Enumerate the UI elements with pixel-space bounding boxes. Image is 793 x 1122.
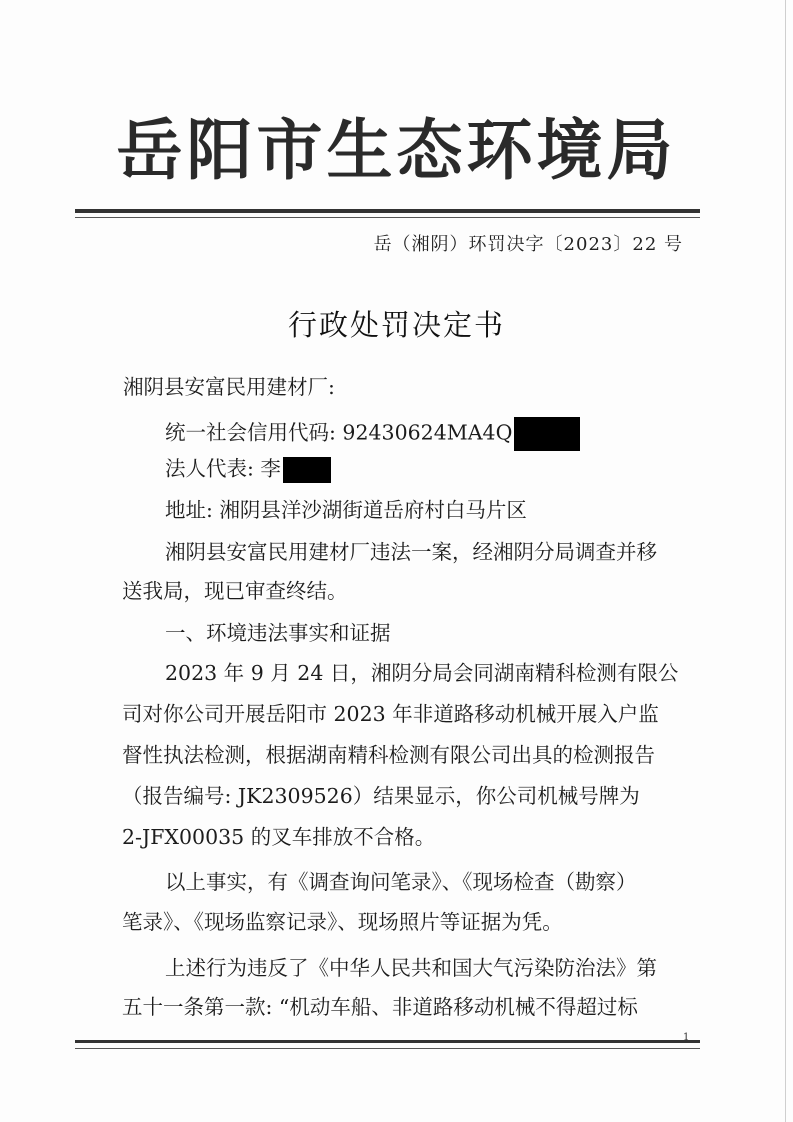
paragraph-line: 笔录》、《现场监察记录》、现场照片等证据为凭。 xyxy=(122,910,563,934)
legal-rep-text: 法人代表: 李 xyxy=(165,456,281,481)
intro-line-2: 送我局，现已审查终结。 xyxy=(122,579,348,603)
intro-line-1: 湘阴县安富民用建材厂违法一案，经湘阴分局调查并移 xyxy=(165,540,657,564)
footer-rule-thick xyxy=(75,1040,700,1043)
page-number: 1 xyxy=(683,1032,690,1043)
paragraph-line: 以上事实，有《调查询问笔录》、《现场检查（勘察） xyxy=(165,870,637,894)
document-number: 岳（湘阴）环罚决字〔2023〕22 号 xyxy=(373,234,683,255)
recipient-name: 湘阴县安富民用建材厂: xyxy=(123,375,335,399)
paragraph-line: 2023 年 9 月 24 日，湘阴分局会同湖南精科检测有限公 xyxy=(165,661,679,685)
document-title: 行政处罚决定书 xyxy=(287,308,505,342)
footer-rule-thin xyxy=(75,1048,700,1049)
section-heading: 一、环境违法事实和证据 xyxy=(165,621,391,645)
credit-code-text: 统一社会信用代码: 92430624MA4Q xyxy=(165,420,513,445)
header-rule-thin xyxy=(75,217,700,218)
legal-rep-line xyxy=(165,457,331,483)
address-line: 地址: 湘阴县洋沙湖街道岳府村白马片区 xyxy=(165,498,527,522)
paragraph-line: 上述行为违反了《中华人民共和国大气污染防治法》第 xyxy=(165,956,657,980)
credit-code-line xyxy=(165,417,580,451)
paragraph-line: 五十一条第一款: “机动车船、非道路移动机械不得超过标 xyxy=(122,995,638,1019)
paragraph-line: （报告编号: JK2309526）结果显示，你公司机械号牌为 xyxy=(122,784,640,808)
agency-header: 岳阳市生态环境局 xyxy=(116,112,677,189)
paragraph-line: 2-JFX00035 的叉车排放不合格。 xyxy=(122,825,436,849)
scan-edge xyxy=(785,0,786,1122)
paragraph-line: 司对你公司开展岳阳市 2023 年非道路移动机械开展入户监 xyxy=(122,702,659,726)
redaction-block xyxy=(514,417,580,451)
header-rule-thick xyxy=(75,209,700,213)
paragraph-line: 督性执法检测，根据湖南精科检测有限公司出具的检测报告 xyxy=(122,743,655,767)
redaction-block xyxy=(283,457,331,483)
